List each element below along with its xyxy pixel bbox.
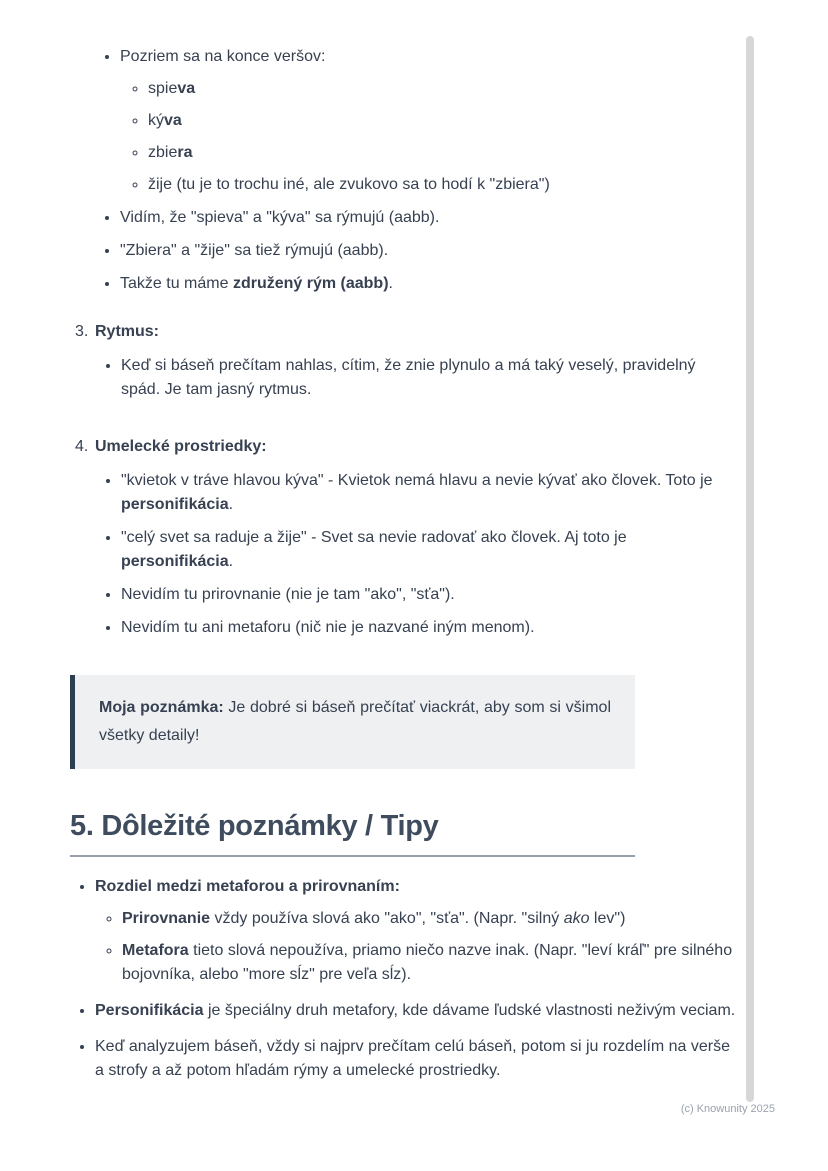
section-divider (70, 855, 635, 857)
list-item (120, 206, 738, 230)
list-item-text: Nevidím tu ani metaforu (nič nie je nazvané iným menom). (121, 619, 535, 636)
list-item (95, 999, 738, 1023)
list-item-text: zbiera (148, 144, 193, 161)
list-item (148, 173, 738, 197)
list-number: 3. (75, 323, 89, 340)
numbered-item-body (95, 435, 738, 649)
rhyme-analysis-list (70, 45, 738, 296)
list-item-text: "Zbiera" a "žije" sa tiež rýmujú (aabb). (120, 242, 389, 259)
list-item-text: kýva (148, 112, 182, 129)
numbered-item-umelecke-prostriedky (70, 435, 738, 649)
list-item (122, 907, 738, 931)
list-item (121, 616, 738, 640)
copyright-footer: (c) Knowunity 2025 (680, 1103, 775, 1115)
list-item (120, 45, 738, 197)
list-item (121, 583, 738, 607)
numbered-item-title: Umelecké prostriedky: (95, 438, 267, 455)
list-item (121, 354, 738, 402)
umelecke-prostriedky-bullets (95, 469, 738, 640)
list-item (148, 77, 738, 101)
list-item-text: Pozriem sa na konce veršov: (120, 48, 326, 65)
metafora-prirovnanie-sublist (95, 907, 738, 987)
list-item-text: "kvietok v tráve hlavou kýva" - Kvietok nemá hlavu a nevie kývať ako človek. Toto je personifikácia. (121, 472, 713, 513)
list-item (121, 526, 738, 574)
rytmus-bullets (95, 354, 738, 402)
list-item (121, 469, 738, 517)
list-item-text: Prirovnanie vždy používa slová ako "ako", "sťa". (Napr. "silný ako lev") (122, 910, 626, 927)
numbered-item-body (95, 320, 738, 411)
note-callout-text: Moja poznámka: Je dobré si báseň prečítať viackrát, aby som si všimol všetky detaily! (99, 699, 611, 744)
list-item-text: žije (tu je to trochu iné, ale zvukovo sa to hodí k "zbiera") (148, 176, 550, 193)
list-item (120, 272, 738, 296)
section-heading-tipy: 5. Dôležité poznámky / Tipy (70, 810, 439, 842)
tips-list (70, 875, 738, 1083)
list-item-text: "celý svet sa raduje a žije" - Svet sa nevie radovať ako človek. Aj toto je personifikácia. (121, 529, 627, 570)
scrollbar-thumb[interactable] (746, 36, 754, 1102)
list-item (95, 875, 738, 987)
numbered-item-title: Rytmus: (95, 323, 160, 340)
list-item-text: Takže tu máme združený rým (aabb). (120, 275, 393, 292)
list-item (148, 141, 738, 165)
list-item (120, 239, 738, 263)
list-item-text: Vidím, že "spieva" a "kýva" sa rýmujú (aabb). (120, 209, 440, 226)
list-item-text: Keď si báseň prečítam nahlas, cítim, že znie plynulo a má taký veselý, pravidelný spád. Je tam jasný rytmus. (121, 357, 696, 398)
list-item-text: Keď analyzujem báseň, vždy si najprv prečítam celú báseň, potom si ju rozdelím na verše a strofy a až potom hľadám rýmy a umelecké prostriedky. (95, 1038, 731, 1079)
verse-endings-list (120, 77, 738, 197)
notes-content (70, 36, 738, 1095)
list-item-text: Rozdiel medzi metaforou a prirovnaním: (95, 878, 400, 895)
numbered-item-rytmus (70, 320, 738, 411)
list-item-text: Nevidím tu prirovnanie (nie je tam "ako", "sťa"). (121, 586, 455, 603)
list-item (95, 1035, 738, 1083)
list-item-text: Metafora tieto slová nepoužíva, priamo niečo nazve inak. (Napr. "leví kráľ" pre silného bojovníka, alebo "more sĺz" pre veľa sĺz). (122, 942, 733, 983)
list-item (148, 109, 738, 133)
list-item-text: spieva (148, 80, 196, 97)
list-item (122, 939, 738, 987)
list-number: 4. (75, 438, 89, 455)
note-callout (70, 675, 635, 769)
list-item-text: Personifikácia je špeciálny druh metafory, kde dávame ľudské vlastnosti neživým veciam. (95, 1002, 736, 1019)
